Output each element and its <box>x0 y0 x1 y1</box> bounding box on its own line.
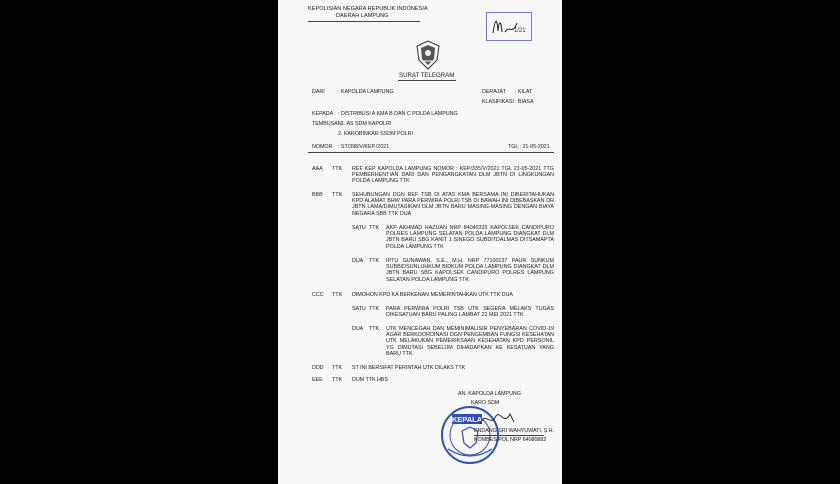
ccc-satu-label: SATU <box>352 306 366 312</box>
derajat-value: : KILAT <box>515 89 533 95</box>
title-underline <box>398 80 456 81</box>
ccc-dua-ttk: TTK <box>369 326 380 332</box>
tembusan-label: TEMBUSAN <box>312 121 342 127</box>
telegram-page <box>278 0 562 484</box>
kepada-value: : DISTRIBUSI A KMA B DAN C POLDA LAMPUNG <box>338 111 458 117</box>
bbb-satu-label: SATU <box>352 225 366 231</box>
tembusan-item-2: 2. KAROBINKAR SSDM POLRI <box>338 131 413 137</box>
paraf-date: 1/21 <box>514 28 526 34</box>
nomor-divider <box>308 152 554 153</box>
ddd-ttk: TTK <box>332 365 343 371</box>
bbb-text: SEHUBUNGAN DGN REF TSB DI ATAS KMA BERSAMA INI DIBERITAHUKAN KPD ALAMAT BHW PARA PERWIRA POLRI TSB DI BAWAH INI DIBEBASKAN DR JBTN LAMA/DIMUTASIKAN DLM JBTN BARU MASING-MASING DENGAN BIAYA NEGARA SBB TTK DUA <box>352 192 554 217</box>
signature-name: ENDANG SRI WAHYUWATI, S.H. <box>474 428 554 434</box>
bbb-satu-ttk: TTK <box>369 225 380 231</box>
ccc-dua-label: DUA <box>352 326 364 332</box>
bbb-dua-text: IPTU GUNAWAN, S.E., M.H. NRP 77100137 PAUR SUNKUM SUBBIDSUNLUHKUM BIDKUM POLDA LAMPUNG DIANGKAT DLM JBTN BARU SBG KAPOLSEK CANDIPURO POLRES LAMPUNG SELATAN POLDA LAMPUNG TTK <box>386 258 554 283</box>
aaa-text: REF KEP KAPOLDA LAMPUNG NOMOR : KEP/335/V/2021 TGL 21-05-2021 TTG PEMBERHENTIAN DARI DAN PENGANGKATAN DLM JBTN DI LINGKUNGAN POLDA LAMPUNG TTK <box>352 166 554 185</box>
signature-position: KARO SDM <box>471 400 500 406</box>
nomor-date: TGL : 21-05-2021 <box>508 144 550 150</box>
signature-scribble-icon <box>478 408 518 430</box>
ccc-dua-text: UTK MENCEGAH DAN MEMINIMALISIR PENYEBARAN COVID-19 AGAR BERKOORDINASI DGN PENGEMBAN FUNGSI KESEHATAN UTK MELAKUKAN PEMERIKSAAN KESEHATAN KPD PERSONIL YG DIMUTASI SEBELUM DIHADAPKAN KE KESATUAN YANG BARU TTK <box>386 326 554 357</box>
header-region: DAERAH LAMPUNG <box>336 13 389 19</box>
derajat-label: DERAJAT <box>482 89 506 95</box>
signature-underline <box>474 435 544 436</box>
header-underline <box>308 21 420 22</box>
bbb-dua-ttk: TTK <box>369 258 380 264</box>
nomor-value: : ST/398/V/KEP./2021 <box>338 144 390 150</box>
eee-text: DUM TTK HBS <box>352 377 388 383</box>
document-title: SURAT TELEGRAM <box>399 72 455 79</box>
ddd-text: ST INI BERSIFAT PERINTAH UTK DILAKS TTK <box>352 365 466 371</box>
bbb-ttk: TTK <box>332 192 343 198</box>
ccc-satu-text: PARA PERWIRA POLRI TSB UTK SEGERA MELAKS TUGAS DIKESATUAN BARU PALING LAMBAT 22 MEI 2021 TTK <box>386 306 554 319</box>
ddd-label: DDD <box>312 365 324 371</box>
tembusan-item-1: : 1. AS SDM KAPOLRI <box>338 121 392 127</box>
signature-rank: KOMBES POL NRP 64080882 <box>474 437 547 443</box>
bbb-dua-label: DUA <box>352 258 364 264</box>
ccc-text: DIMOHON KPD KA BERKENAN MEMERINTAHKAN UTK TTK DUA <box>352 292 513 298</box>
ccc-satu-ttk: TTK <box>369 306 380 312</box>
bbb-satu-text: AKP AKHMAD HAZUAN NRP 84040333 KAPOLSEK CANDIPURO POLRES LAMPUNG SELATAN POLDA LAMPUNG DIANGKAT DLM JBTN BARU SBG KANIT 1 SINEGO SUBDITDALMAS DITSAMAPTA POLDA LAMPUNG TTK <box>386 225 554 250</box>
klasifikasi-value: : BIASA <box>515 99 534 105</box>
bbb-label: BBB <box>312 192 323 198</box>
paraf-box <box>486 12 532 41</box>
header-institution: KEPOLISIAN NEGARA REPUBLIK INDONESIA <box>308 6 428 12</box>
aaa-ttk: TTK <box>332 166 343 172</box>
signature-authority: AN. KAPOLDA LAMPUNG <box>458 391 521 397</box>
aaa-label: AAA <box>312 166 323 172</box>
nomor-label: NOMOR <box>312 144 333 150</box>
ccc-label: CCC <box>312 292 324 298</box>
police-emblem-icon <box>415 40 441 70</box>
dari-value: : KAPOLDA LAMPUNG <box>338 89 394 95</box>
eee-label: EEE <box>312 377 323 383</box>
kepada-label: KEPADA <box>312 111 334 117</box>
paraf-signature-icon <box>487 13 531 40</box>
dari-label: DARI <box>312 89 325 95</box>
ccc-ttk: TTK <box>332 292 343 298</box>
seal-text: KEPALA <box>451 415 483 424</box>
klasifikasi-label: KLASIFIKASI <box>482 99 514 105</box>
eee-ttk: TTK <box>332 377 343 383</box>
